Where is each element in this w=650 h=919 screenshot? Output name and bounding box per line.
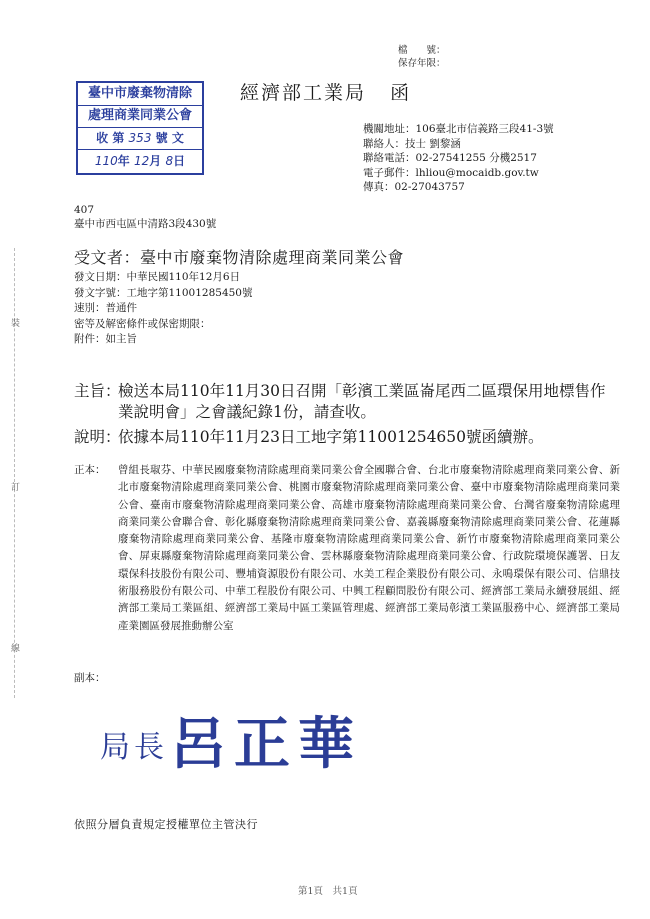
recipient-address [74, 203, 216, 231]
stamp-receipt-digits: 353 [128, 131, 152, 145]
subject-text: 檢送本局110年11月30日召開「彰濱工業區崙尾西二區環保用地標售作業說明會」之會議紀錄1份，請查收。 [118, 382, 606, 421]
agency-address: 機關地址：106臺北市信義路三段41-3號 [363, 123, 554, 135]
staple-mark: 訂 [11, 483, 21, 493]
signature-name: 呂正華 [170, 712, 362, 777]
original-recipients-text: 曾組長琡芬、中華民國廢棄物清除處理商業同業公會全國聯合會、台北市廢棄物清除處理商業同業公會、新北市廢棄物清除處理商業同業公會、桃園市廢棄物清除處理商業同業公會、臺中市廢棄物清除處理商業同業公會、臺南市廢棄物清除處理商業同業公會、高雄市廢棄物清除處理商業同業公會、台灣省廢棄物清除處理商業同業公會聯合會、彰化縣廢棄物清除處理商業同業公會、嘉義縣廢棄物清除處理商業同業公會、花蓮縣廢棄物清除處理商業同業公會、基隆市廢棄物清除處理商業同業公會、新竹市廢棄物清除處理商業同業公會、屏東縣廢棄物清除處理商業同業公會、雲林縣廢棄物清除處理商業同業公會、行政院環境保護署、日友環保科技股份有限公司、豐埔資源股份有限公司、水美工程企業股份有限公司、永鳴環保有限公司、信鼎技術服務股份有限公司、中華工程股份有限公司、中興工程顧問股份有限公司、經濟部工業局永續發展組、經濟部工業局工業區組、經濟部工業局中區工業區管理處、經濟部工業局彰濱工業區服務中心、經濟部工業局產業園區發展推動辦公室 [118, 464, 620, 632]
explanation-label: 說明： [74, 428, 121, 446]
contact-email: 電子郵件：lhliou@mocaidb.gov.tw [363, 166, 539, 179]
issue-date: 發文日期：中華民國110年12月6日 [74, 271, 241, 283]
security-level: 密等及解密條件或保密期限： [74, 317, 211, 330]
subject-label: 主旨： [74, 382, 121, 400]
document-type: 函 [390, 82, 412, 104]
received-stamp [76, 81, 204, 175]
original-label: 正本： [74, 464, 106, 476]
delivery-speed: 速別：普通件 [74, 302, 137, 314]
copy-label: 副本： [74, 672, 106, 684]
document-meta [74, 270, 252, 348]
binding-mark: 裝 [11, 319, 21, 329]
agency-name: 經濟部工業局 [240, 82, 367, 104]
contact-info [363, 122, 554, 195]
stamp-org-line1: 臺中市廢棄物清除 [78, 83, 202, 106]
contact-fax: 傳真：02-27043757 [363, 181, 465, 193]
file-number-label: 檔 號： [398, 45, 446, 56]
page-number: 第1頁 共1頁 [298, 886, 358, 897]
agency-title [240, 78, 411, 105]
stamp-receipt-date: 110年 12月 8日 [94, 154, 186, 168]
archive-labels [398, 44, 446, 70]
signature-title: 局長 [100, 730, 168, 765]
line-mark: 線 [11, 644, 21, 654]
attachment: 附件：如主旨 [74, 333, 137, 345]
authorization-note: 依照分層負責規定授權單位主管決行 [74, 818, 258, 831]
stamp-org-line2: 處理商業同業公會 [78, 105, 202, 128]
contact-phone: 聯絡電話：02-27541255 分機2517 [363, 152, 537, 164]
issue-number: 發文字號：工地字第11001285450號 [74, 286, 253, 299]
explanation-text: 依據本局110年11月23日工地字第11001254650號函續辦。 [118, 428, 544, 446]
recipient-line: 受文者：臺中市廢棄物清除處理商業同業公會 [74, 248, 405, 267]
contact-person: 聯絡人：技士 劉黎涵 [363, 137, 461, 150]
stamp-receipt-number: 收 第 353 號 文 [78, 127, 202, 150]
retention-period-label: 保存年限： [398, 58, 446, 69]
recipient-zip: 407 [74, 204, 95, 216]
recipient-street: 臺中市西屯區中清路3段430號 [74, 218, 217, 230]
